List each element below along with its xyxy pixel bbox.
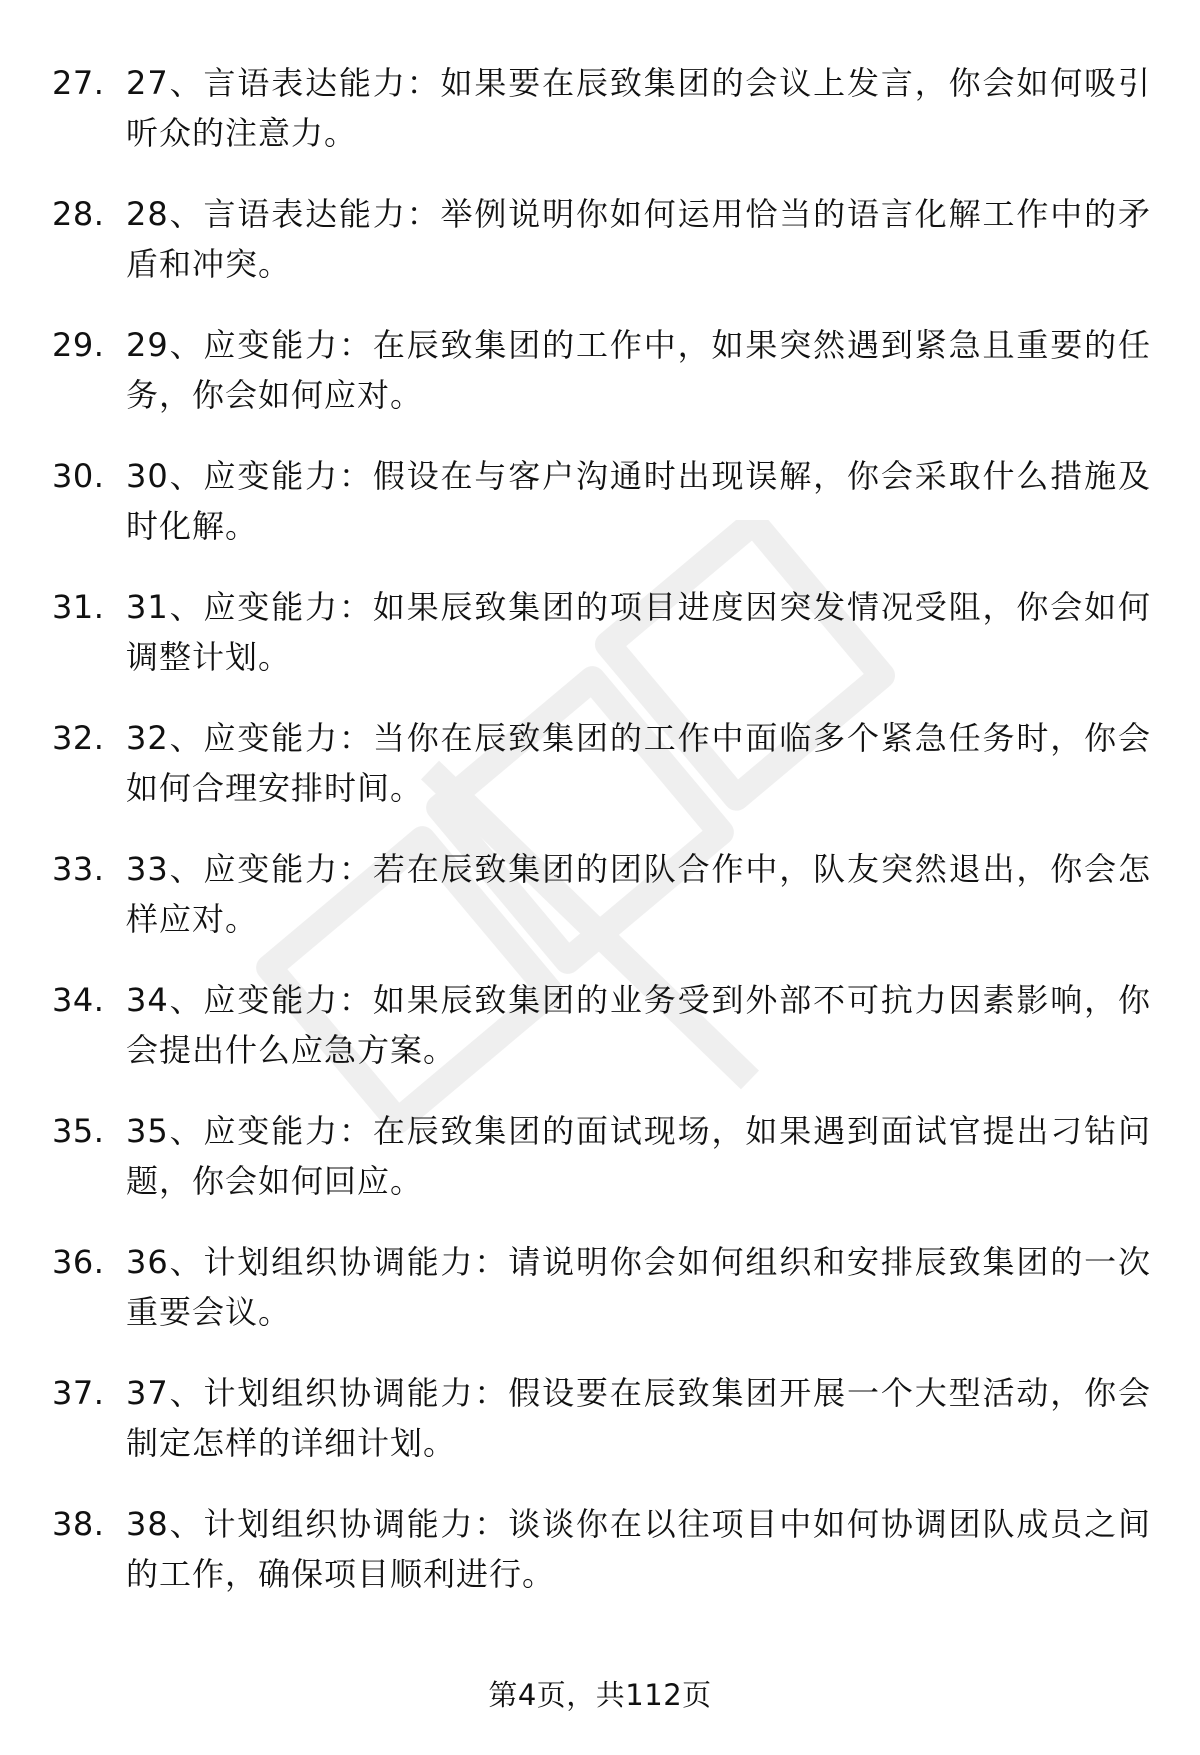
item-number: 30. [52, 457, 105, 495]
item-text: 33、应变能力：若在辰致集团的团队合作中，队友突然退出，你会怎样应对。 [126, 850, 1151, 938]
list-item [0, 713, 1200, 844]
item-number: 31. [52, 588, 105, 626]
item-text: 36、计划组织协调能力：请说明你会如何组织和安排辰致集团的一次重要会议。 [126, 1243, 1151, 1331]
list-item [0, 189, 1200, 320]
item-text: 29、应变能力：在辰致集团的工作中，如果突然遇到紧急且重要的任务，你会如何应对。 [126, 326, 1151, 414]
item-text: 35、应变能力：在辰致集团的面试现场，如果遇到面试官提出刁钻问题，你会如何回应。 [126, 1112, 1151, 1200]
item-number: 33. [52, 850, 105, 888]
item-text: 27、言语表达能力：如果要在辰致集团的会议上发言，你会如何吸引听众的注意力。 [126, 64, 1151, 152]
list-item [0, 451, 1200, 582]
list-item [0, 1237, 1200, 1368]
item-number: 34. [52, 981, 105, 1019]
item-text: 32、应变能力：当你在辰致集团的工作中面临多个紧急任务时，你会如何合理安排时间。 [126, 719, 1151, 807]
item-number: 28. [52, 195, 105, 233]
item-number: 35. [52, 1112, 105, 1150]
item-number: 29. [52, 326, 105, 364]
question-list [0, 58, 1200, 1630]
list-item [0, 1106, 1200, 1237]
item-text: 38、计划组织协调能力：谈谈你在以往项目中如何协调团队成员之间的工作，确保项目顺利进行。 [126, 1505, 1151, 1593]
item-number: 27. [52, 64, 105, 102]
item-text: 28、言语表达能力：举例说明你如何运用恰当的语言化解工作中的矛盾和冲突。 [126, 195, 1151, 283]
list-item [0, 1368, 1200, 1499]
list-item [0, 844, 1200, 975]
item-text: 37、计划组织协调能力：假设要在辰致集团开展一个大型活动，你会制定怎样的详细计划。 [126, 1374, 1151, 1462]
list-item [0, 975, 1200, 1106]
item-number: 37. [52, 1374, 105, 1412]
list-item [0, 58, 1200, 189]
item-number: 32. [52, 719, 105, 757]
item-text: 34、应变能力：如果辰致集团的业务受到外部不可抗力因素影响，你会提出什么应急方案。 [126, 981, 1151, 1069]
list-item [0, 320, 1200, 451]
item-text: 31、应变能力：如果辰致集团的项目进度因突发情况受阻，你会如何调整计划。 [126, 588, 1151, 676]
list-item [0, 1499, 1200, 1630]
item-number: 36. [52, 1243, 105, 1281]
item-number: 38. [52, 1505, 105, 1543]
list-item [0, 582, 1200, 713]
page-number-footer: 第4页，共112页 [488, 1678, 712, 1712]
item-text: 30、应变能力：假设在与客户沟通时出现误解，你会采取什么措施及时化解。 [126, 457, 1151, 545]
